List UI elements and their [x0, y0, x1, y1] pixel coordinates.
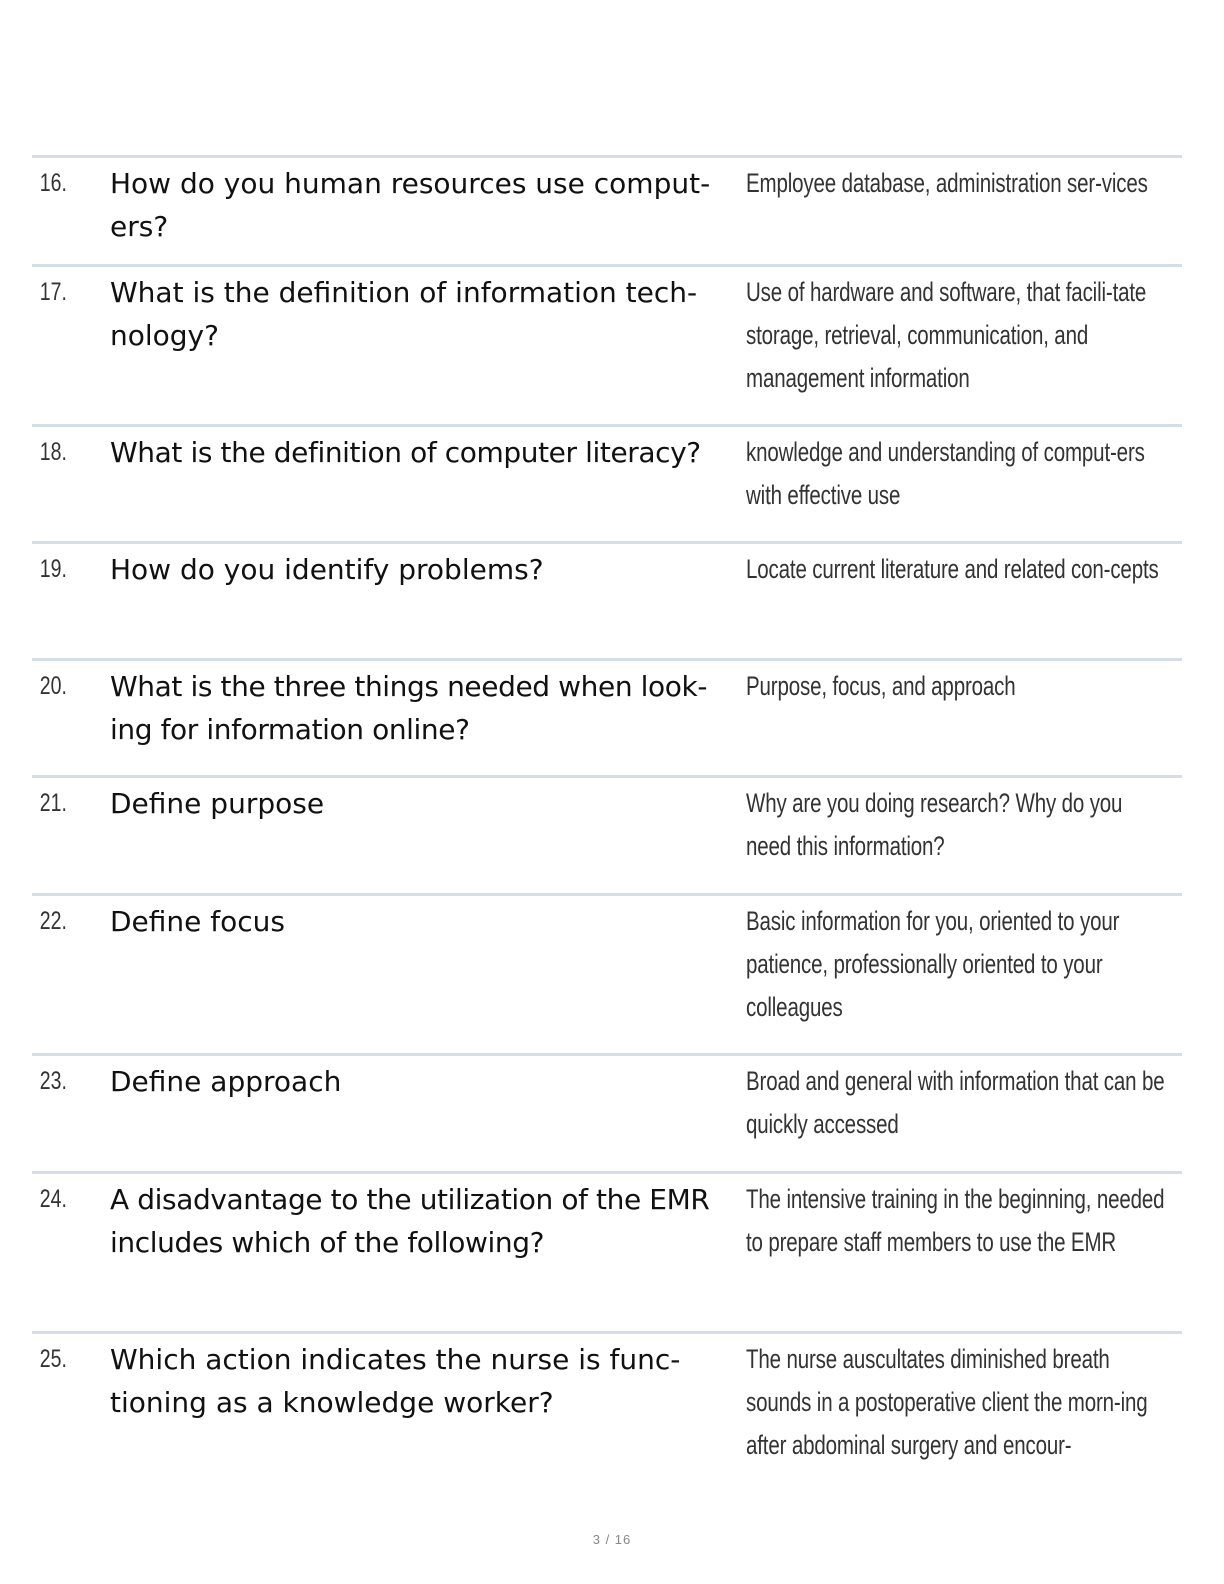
answer-text: Broad and general with information that can be quickly accessed [746, 1066, 1165, 1139]
answer-text: Use of hardware and software, that facili-tate storage, retrieval, communication, and management information [746, 277, 1147, 393]
answer-text: Why are you doing research? Why do you need this information? [746, 788, 1123, 861]
question-text: Which action indicates the nurse is func-tioning as a knowledge worker? [110, 1343, 681, 1419]
question-text: Define approach [110, 1065, 342, 1098]
row-number: 22. [39, 907, 67, 935]
table-row [32, 267, 1182, 427]
row-number: 23. [39, 1067, 67, 1095]
row-number: 17. [39, 278, 67, 306]
question-text: What is the definition of computer literacy? [110, 436, 701, 469]
row-number: 24. [39, 1185, 67, 1213]
table-row [32, 427, 1182, 544]
page-number: 3 / 16 [592, 1532, 632, 1547]
row-number: 21. [39, 789, 67, 817]
flashcard-table [32, 155, 1182, 1494]
question-text: How do you identify problems? [110, 553, 544, 586]
row-number: 18. [39, 438, 67, 466]
table-row [32, 778, 1182, 896]
table-row [32, 661, 1182, 778]
question-text: A disadvantage to the utilization of the EMR includes which of the following? [110, 1183, 710, 1259]
question-text: What is the three things needed when look-ing for information online? [110, 670, 708, 746]
question-text: Define purpose [110, 787, 325, 820]
table-row [32, 1056, 1182, 1174]
answer-text: Purpose, focus, and approach [746, 671, 1016, 701]
row-number: 16. [39, 169, 67, 197]
answer-text: The intensive training in the beginning, needed to prepare staff members to use the EMR [746, 1184, 1165, 1257]
table-row [32, 1174, 1182, 1334]
question-text: Define focus [110, 905, 286, 938]
table-row [32, 1334, 1182, 1494]
answer-text: The nurse auscultates diminished breath sounds in a postoperative client the morn-ing after abdominal surgery and encour- [746, 1344, 1148, 1460]
answer-text: Locate current literature and related con-cepts [746, 554, 1159, 584]
row-number: 20. [39, 672, 67, 700]
answer-text: knowledge and understanding of comput-ers with effective use [746, 437, 1145, 510]
answer-text: Basic information for you, oriented to your patience, professionally oriented to your colleagues [746, 906, 1120, 1022]
question-text: How do you human resources use comput-ers? [110, 167, 711, 243]
table-row [32, 896, 1182, 1056]
row-number: 19. [39, 555, 67, 583]
answer-text: Employee database, administration ser-vices [746, 168, 1148, 198]
table-row [32, 544, 1182, 661]
question-text: What is the definition of information tech-nology? [110, 276, 698, 352]
table-row [32, 158, 1182, 267]
row-number: 25. [39, 1345, 67, 1373]
